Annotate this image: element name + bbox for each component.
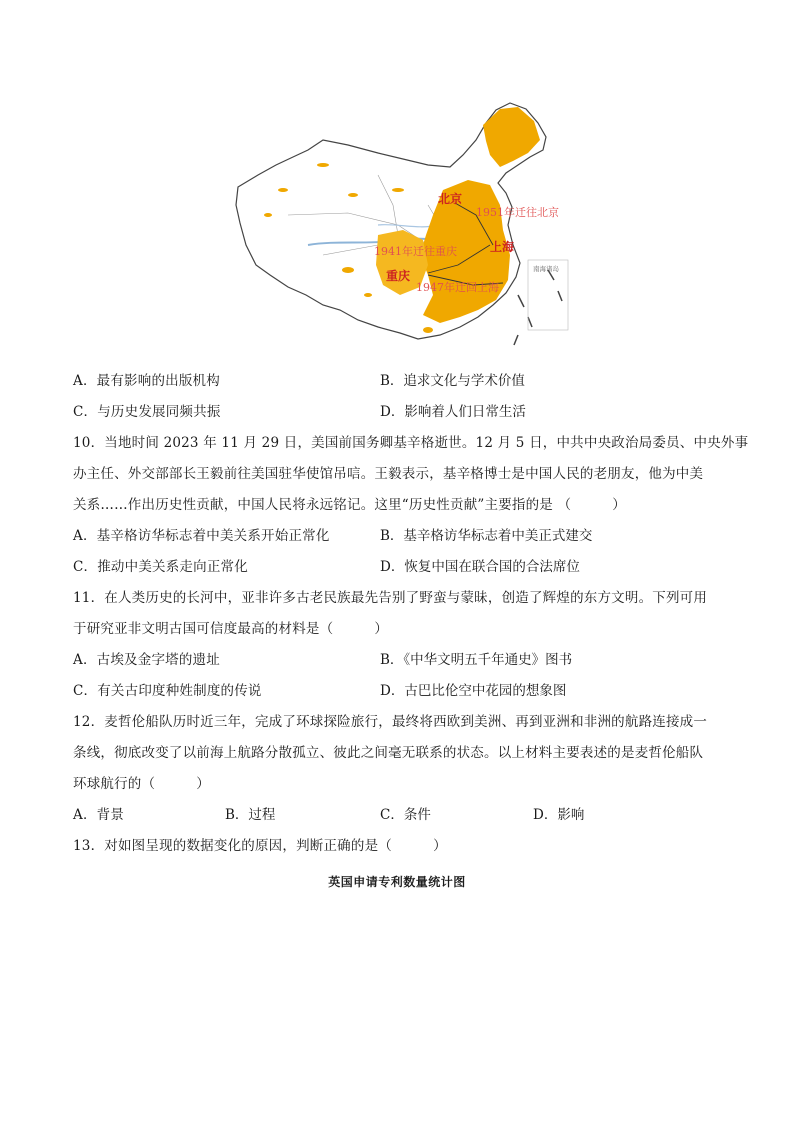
south-sea-label: 南海诸岛 xyxy=(533,265,559,273)
q12-stem-line-3: 环球航行的（ ） xyxy=(73,776,210,792)
q9-option-c: C．与历史发展同频共振 xyxy=(73,404,221,420)
q12-option-d: D．影响 xyxy=(533,807,585,823)
route-label-1941: 1941年迁往重庆 xyxy=(374,245,457,258)
chart-caption: 英国申请专利数量统计图 xyxy=(328,875,466,889)
q10-option-b: B．基辛格访华标志着中美正式建交 xyxy=(380,528,593,544)
q13-stem-line-1: 13．对如图呈现的数据变化的原因，判断正确的是（ ） xyxy=(73,838,447,854)
q12-option-b: B．过程 xyxy=(225,807,276,823)
q11-option-b: B．《中华文明五千年通史》图书 xyxy=(380,652,573,668)
q11-option-a: A．古埃及金字塔的遗址 xyxy=(73,652,220,668)
q9-option-a: A．最有影响的出版机构 xyxy=(73,373,220,389)
q10-option-a: A．基辛格访华标志着中美关系开始正常化 xyxy=(73,528,330,544)
q11-option-d: D．古巴比伦空中花园的想象图 xyxy=(380,683,567,699)
q11-option-c: C．有关古印度种姓制度的传说 xyxy=(73,683,262,699)
beijing-label: 北京 xyxy=(438,192,463,206)
route-label-1947: 1947年迁回上海 xyxy=(416,281,499,294)
q9-option-b: B．追求文化与学术价值 xyxy=(380,373,525,389)
china-map-figure xyxy=(228,95,578,350)
q10-stem-line-3: 关系……作出历史性贡献，中国人民将永远铭记。这里“历史性贡献”主要指的是 （ ） xyxy=(73,497,626,513)
q12-stem-line-1: 12．麦哲伦船队历时近三年，完成了环球探险旅行，最终将西欧到美洲、再到亚洲和非洲的航路连接成一 xyxy=(73,714,708,730)
route-label-1951: 1951年迁往北京 xyxy=(476,206,559,219)
shanghai-label: 上海 xyxy=(490,240,515,254)
q12-option-a: A．背景 xyxy=(73,807,125,823)
q12-stem-line-2: 条线，彻底改变了以前海上航路分散孤立、彼此之间毫无联系的状态。以上材料主要表述的是麦哲伦船队 xyxy=(73,745,704,761)
q11-stem-line-1: 11．在人类历史的长河中，亚非许多古老民族最先告别了野蛮与蒙昧，创造了辉煌的东方文明。下列可用 xyxy=(73,590,708,606)
q10-option-d: D．恢复中国在联合国的合法席位 xyxy=(380,559,580,575)
q10-option-c: C．推动中美关系走向正常化 xyxy=(73,559,248,575)
q9-option-d: D．影响着人们日常生活 xyxy=(380,404,526,420)
q10-stem-line-2: 办主任、外交部部长王毅前往美国驻华使馆吊唁。王毅表示，基辛格博士是中国人民的老朋友，他为中美 xyxy=(73,466,704,482)
q11-stem-line-2: 于研究亚非文明古国可信度最高的材料是（ ） xyxy=(73,621,389,637)
chongqing-label: 重庆 xyxy=(386,269,411,283)
q10-stem-line-1: 10．当地时间 2023 年 11 月 29 日，美国前国务卿基辛格逝世。12 月 5 日，中共中央政治局委员、中央外事 xyxy=(73,435,749,451)
q12-option-c: C．条件 xyxy=(380,807,431,823)
